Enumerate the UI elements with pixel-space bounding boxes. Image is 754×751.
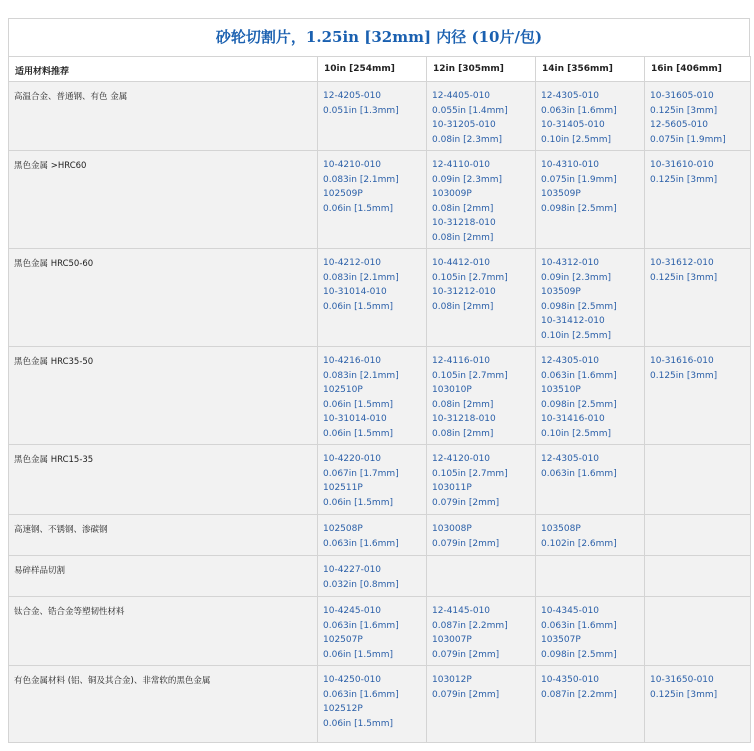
thickness-spec: 0.06in [1.5mm] (323, 428, 393, 439)
thickness-spec: 0.079in [2mm] (432, 538, 500, 549)
header-row (9, 57, 751, 82)
part-number-link[interactable]: 10-31405-010 (541, 120, 605, 131)
thickness-spec: 0.079in [2mm] (432, 497, 500, 508)
part-number-link[interactable]: 103009P (432, 189, 472, 200)
header-14in: 14in [356mm] (536, 57, 645, 82)
table-row (9, 249, 751, 347)
table-title: 砂轮切割片，1.25in [32mm] 内径 (10片/包) (8, 18, 750, 56)
part-number-link[interactable]: 10-31416-010 (541, 414, 605, 425)
table-row (9, 597, 751, 666)
header-16in: 16in [406mm] (645, 57, 751, 82)
part-number-link[interactable]: 12-5605-010 (650, 120, 709, 131)
part-number-link[interactable]: 10-31218-010 (432, 218, 496, 229)
material-cell: 高温合金、普通钢、有色 金属 (9, 82, 318, 151)
thickness-spec: 0.08in [2mm] (432, 301, 494, 312)
product-cell (645, 445, 751, 515)
thickness-spec: 0.087in [2.2mm] (541, 689, 617, 700)
part-number-link[interactable]: 102507P (323, 635, 363, 646)
part-number-link[interactable]: 10-4245-010 (323, 606, 382, 616)
part-number-link[interactable]: 10-31205-010 (432, 120, 496, 131)
product-cell (645, 515, 751, 556)
product-cell (427, 597, 536, 666)
table-row (9, 515, 751, 556)
thickness-spec: 0.079in [2mm] (432, 649, 500, 660)
material-cell: 钛合金、锆合金等塑韧性材料 (9, 597, 318, 666)
product-cell (536, 515, 645, 556)
thickness-spec: 0.102in [2.6mm] (541, 538, 617, 549)
product-cell (536, 151, 645, 249)
thickness-spec: 0.125in [3mm] (650, 370, 718, 381)
part-number-link[interactable]: 12-4405-010 (432, 91, 491, 101)
thickness-spec: 0.06in [1.5mm] (323, 718, 393, 729)
thickness-spec: 0.079in [2mm] (432, 689, 500, 700)
thickness-spec: 0.105in [2.7mm] (432, 272, 508, 283)
thickness-spec: 0.09in [2.3mm] (541, 272, 611, 283)
part-number-link[interactable]: 102512P (323, 704, 363, 715)
part-number-link[interactable]: 10-31610-010 (650, 160, 714, 170)
product-cell (318, 597, 427, 666)
product-cell (318, 151, 427, 249)
material-cell: 有色金属材料 (铝、铜及其合金)、非常软的黑色金属 (9, 666, 318, 743)
product-cell (318, 666, 427, 743)
part-number-link[interactable]: 103507P (541, 635, 581, 646)
part-number-link[interactable]: 103010P (432, 385, 472, 396)
thickness-spec: 0.125in [3mm] (650, 689, 718, 700)
material-cell: 高速钢、不锈钢、渗碳钢 (9, 515, 318, 556)
thickness-spec: 0.063in [1.6mm] (541, 620, 617, 631)
part-number-link[interactable]: 10-31650-010 (650, 675, 714, 685)
material-cell: 黑色金属 >HRC60 (9, 151, 318, 249)
part-number-link[interactable]: 102510P (323, 385, 363, 396)
product-cell (427, 347, 536, 445)
product-cell (645, 151, 751, 249)
part-number-link[interactable]: 10-31212-010 (432, 287, 496, 298)
thickness-spec: 0.08in [2mm] (432, 232, 494, 243)
thickness-spec: 0.08in [2mm] (432, 203, 494, 214)
thickness-spec: 0.063in [1.6mm] (541, 468, 617, 479)
part-number-link[interactable]: 10-4412-010 (432, 258, 491, 268)
thickness-spec: 0.051in [1.3mm] (323, 105, 399, 116)
thickness-spec: 0.10in [2.5mm] (541, 428, 611, 439)
thickness-spec: 0.083in [2.1mm] (323, 272, 399, 283)
part-number-link[interactable]: 12-4305-010 (541, 454, 600, 464)
table-row (9, 445, 751, 515)
part-number-link[interactable]: 12-4305-010 (541, 356, 600, 366)
product-cell (427, 249, 536, 347)
part-number-link[interactable]: 10-31014-010 (323, 287, 387, 298)
thickness-spec: 0.098in [2.5mm] (541, 301, 617, 312)
thickness-spec: 0.063in [1.6mm] (323, 538, 399, 549)
part-number-link[interactable]: 10-4250-010 (323, 675, 382, 685)
product-cell (427, 556, 536, 597)
thickness-spec: 0.125in [3mm] (650, 174, 718, 185)
part-number-link[interactable]: 103012P (432, 675, 472, 685)
material-cell: 黑色金属 HRC50-60 (9, 249, 318, 347)
thickness-spec: 0.063in [1.6mm] (323, 620, 399, 631)
thickness-spec: 0.06in [1.5mm] (323, 497, 393, 508)
product-cell (318, 445, 427, 515)
table-row (9, 556, 751, 597)
thickness-spec: 0.06in [1.5mm] (323, 301, 393, 312)
product-cell (536, 666, 645, 743)
table-row (9, 151, 751, 249)
material-cell: 黑色金属 HRC15-35 (9, 445, 318, 515)
thickness-spec: 0.087in [2.2mm] (432, 620, 508, 631)
product-cell (645, 347, 751, 445)
product-cell (318, 347, 427, 445)
thickness-spec: 0.105in [2.7mm] (432, 468, 508, 479)
product-cell (536, 597, 645, 666)
thickness-spec: 0.067in [1.7mm] (323, 468, 399, 479)
part-number-link[interactable]: 10-31612-010 (650, 258, 714, 268)
product-cell (645, 249, 751, 347)
thickness-spec: 0.063in [1.6mm] (541, 105, 617, 116)
table-row (9, 347, 751, 445)
thickness-spec: 0.063in [1.6mm] (541, 370, 617, 381)
thickness-spec: 0.055in [1.4mm] (432, 105, 508, 116)
part-number-link[interactable]: 103011P (432, 483, 472, 494)
thickness-spec: 0.032in [0.8mm] (323, 579, 399, 590)
part-number-link[interactable]: 102509P (323, 189, 363, 200)
thickness-spec: 0.10in [2.5mm] (541, 330, 611, 341)
part-number-link[interactable]: 10-4227-010 (323, 565, 382, 575)
part-number-link[interactable]: 10-31412-010 (541, 316, 605, 327)
part-number-link[interactable]: 12-4120-010 (432, 454, 491, 464)
part-number-link[interactable]: 10-31605-010 (650, 91, 714, 101)
thickness-spec: 0.083in [2.1mm] (323, 370, 399, 381)
product-cell (318, 556, 427, 597)
product-cell (536, 445, 645, 515)
part-number-link[interactable]: 10-4212-010 (323, 258, 382, 268)
thickness-spec: 0.08in [2.3mm] (432, 134, 502, 145)
part-number-link[interactable]: 12-4145-010 (432, 606, 491, 616)
thickness-spec: 0.10in [2.5mm] (541, 134, 611, 145)
product-cell (536, 249, 645, 347)
product-cell (645, 666, 751, 743)
part-number-link[interactable]: 12-4116-010 (432, 356, 491, 366)
product-cell (536, 556, 645, 597)
thickness-spec: 0.09in [2.3mm] (432, 174, 502, 185)
material-cell: 黑色金属 HRC35-50 (9, 347, 318, 445)
table-row (9, 82, 751, 151)
thickness-spec: 0.06in [1.5mm] (323, 649, 393, 660)
product-cell (645, 82, 751, 151)
product-cell (536, 347, 645, 445)
thickness-spec: 0.125in [3mm] (650, 105, 718, 116)
part-number-link[interactable]: 10-4216-010 (323, 356, 382, 366)
material-cell: 易碎样品切割 (9, 556, 318, 597)
thickness-spec: 0.098in [2.5mm] (541, 203, 617, 214)
part-number-link[interactable]: 103509P (541, 189, 581, 200)
part-number-link[interactable]: 10-4210-010 (323, 160, 382, 170)
part-number-link[interactable]: 10-31218-010 (432, 414, 496, 425)
product-table-panel (8, 18, 750, 743)
product-cell (427, 515, 536, 556)
part-number-link[interactable]: 10-4350-010 (541, 675, 600, 685)
header-10in: 10in [254mm] (318, 57, 427, 82)
table-row (9, 666, 751, 743)
product-cell (645, 556, 751, 597)
thickness-spec: 0.075in [1.9mm] (650, 134, 726, 145)
thickness-spec: 0.075in [1.9mm] (541, 174, 617, 185)
product-cell (536, 82, 645, 151)
part-number-link[interactable]: 103007P (432, 635, 472, 646)
part-number-link[interactable]: 10-4220-010 (323, 454, 382, 464)
header-material: 适用材料推荐 (9, 57, 318, 82)
part-number-link[interactable]: 103509P (541, 287, 581, 298)
product-cell (427, 82, 536, 151)
product-cell (645, 597, 751, 666)
thickness-spec: 0.06in [1.5mm] (323, 399, 393, 410)
part-number-link[interactable]: 12-4305-010 (541, 91, 600, 101)
header-12in: 12in [305mm] (427, 57, 536, 82)
part-number-link[interactable]: 10-4345-010 (541, 606, 600, 616)
product-cell (318, 249, 427, 347)
part-number-link[interactable]: 10-4312-010 (541, 258, 600, 268)
thickness-spec: 0.063in [1.6mm] (323, 689, 399, 700)
part-number-link[interactable]: 12-4205-010 (323, 91, 382, 101)
product-cell (427, 445, 536, 515)
part-number-link[interactable]: 12-4110-010 (432, 160, 491, 170)
thickness-spec: 0.125in [3mm] (650, 272, 718, 283)
part-number-link[interactable]: 102511P (323, 483, 363, 494)
thickness-spec: 0.098in [2.5mm] (541, 649, 617, 660)
part-number-link[interactable]: 10-31014-010 (323, 414, 387, 425)
part-number-link[interactable]: 103008P (432, 524, 472, 534)
part-number-link[interactable]: 103508P (541, 524, 581, 534)
part-number-link[interactable]: 103510P (541, 385, 581, 396)
thickness-spec: 0.08in [2mm] (432, 428, 494, 439)
thickness-spec: 0.098in [2.5mm] (541, 399, 617, 410)
cutoff-wheel-table (8, 56, 751, 743)
thickness-spec: 0.06in [1.5mm] (323, 203, 393, 214)
product-cell (427, 666, 536, 743)
product-cell (318, 82, 427, 151)
thickness-spec: 0.08in [2mm] (432, 399, 494, 410)
product-cell (427, 151, 536, 249)
thickness-spec: 0.105in [2.7mm] (432, 370, 508, 381)
part-number-link[interactable]: 102508P (323, 524, 363, 534)
product-cell (318, 515, 427, 556)
part-number-link[interactable]: 10-4310-010 (541, 160, 600, 170)
part-number-link[interactable]: 10-31616-010 (650, 356, 714, 366)
thickness-spec: 0.083in [2.1mm] (323, 174, 399, 185)
